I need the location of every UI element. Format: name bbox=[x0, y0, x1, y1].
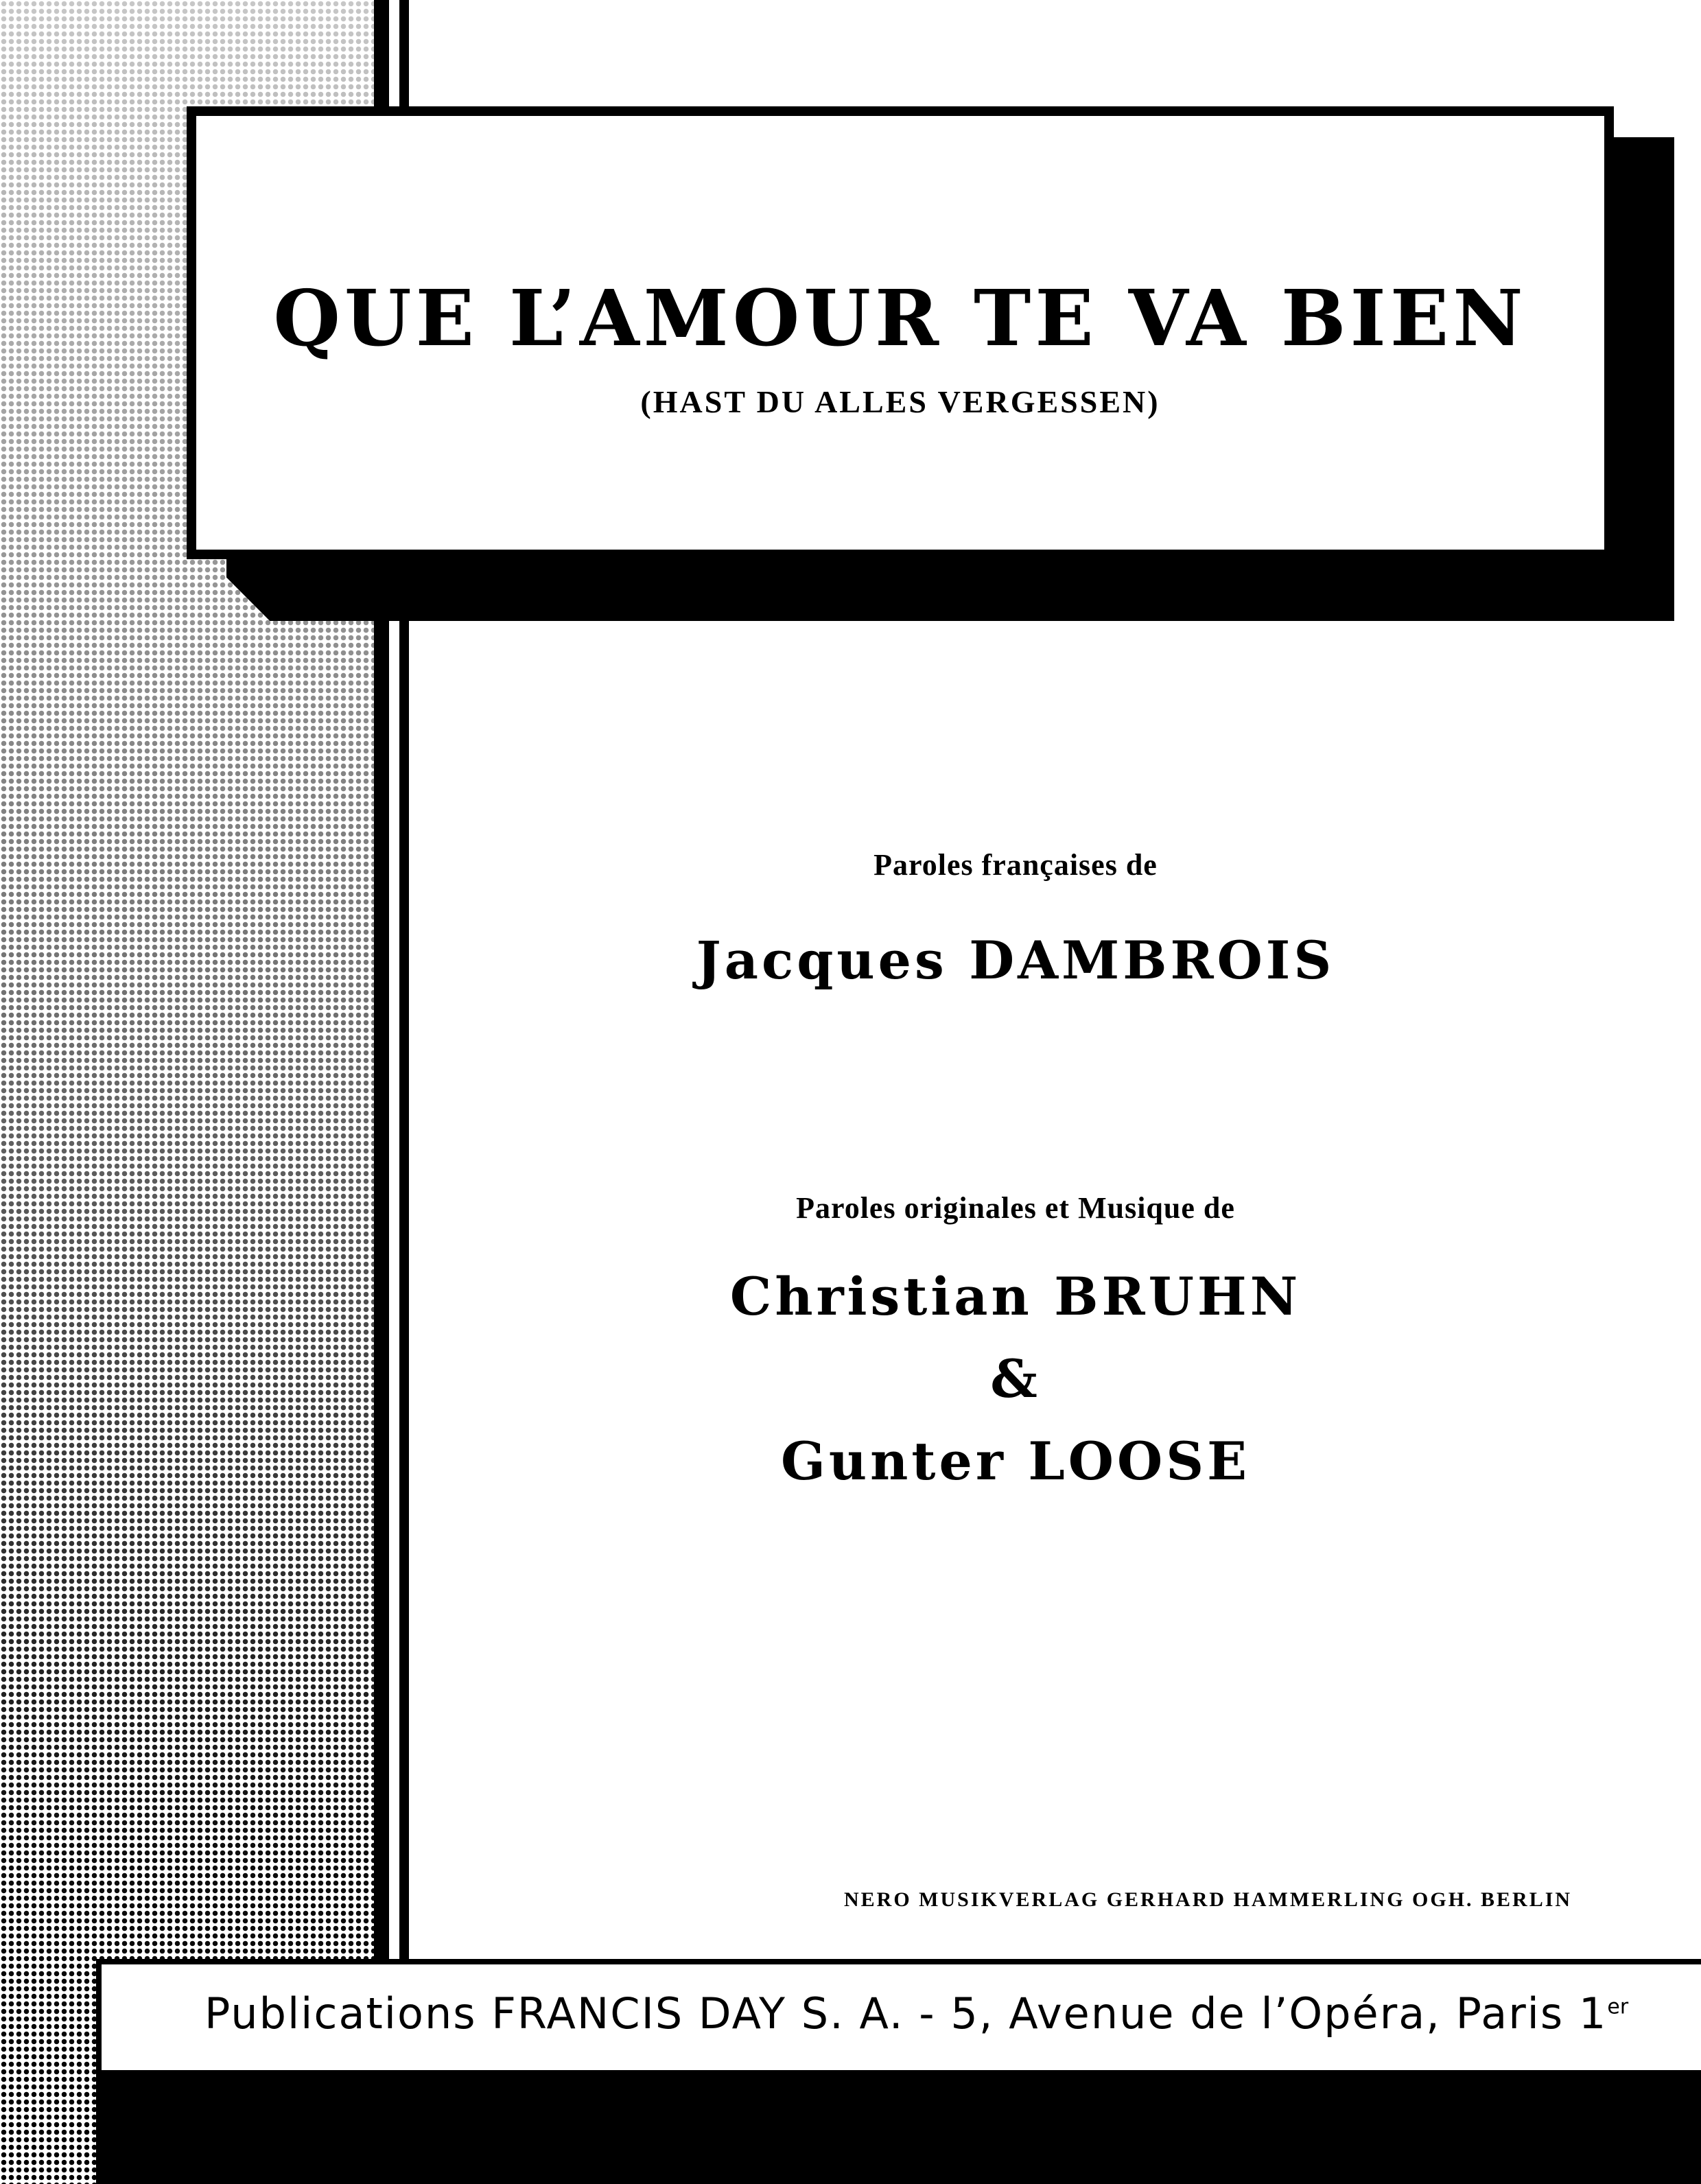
song-subtitle: (HAST DU ALLES VERGESSEN) bbox=[640, 384, 1160, 419]
publisher-banner-text bbox=[204, 1988, 1628, 2039]
publisher-banner-main: Publications FRANCIS DAY S. A. - 5, Avenue de l’Opéra, Paris 1 bbox=[204, 1988, 1608, 2039]
bottom-black-band bbox=[96, 2069, 1701, 2184]
publisher-banner-superscript: er bbox=[1607, 1995, 1629, 2019]
title-box bbox=[187, 106, 1614, 559]
ampersand: & bbox=[990, 1348, 1041, 1409]
composer-name-1: Christian BRUHN bbox=[729, 1266, 1302, 1327]
original-publisher-note: NERO MUSIKVERLAG GERHARD HAMMERLING OGH. BERLIN bbox=[844, 1888, 1573, 1911]
french-lyrics-label: Paroles françaises de bbox=[873, 848, 1158, 882]
original-lyrics-music-label: Paroles originales et Musique de bbox=[796, 1191, 1235, 1225]
song-title: QUE L’AMOUR TE VA BIEN bbox=[273, 274, 1527, 364]
publisher-banner bbox=[96, 1959, 1701, 2076]
composer-name-2: Gunter LOOSE bbox=[780, 1431, 1251, 1492]
french-lyricist-name: Jacques DAMBROIS bbox=[696, 930, 1335, 991]
